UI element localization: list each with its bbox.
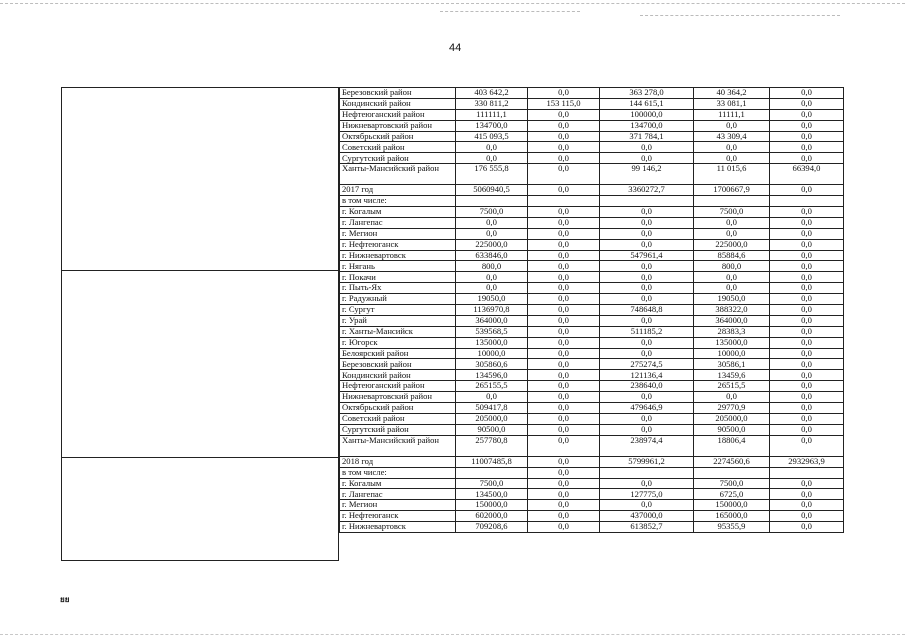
row-label-cell: Октябрьский район [340,403,456,414]
value-cell: 0,0 [528,359,600,370]
value-cell: 0,0 [770,294,844,305]
value-cell: 0,0 [770,315,844,326]
row-label-cell: Белоярский район [340,348,456,359]
page-number: 44 [449,42,462,54]
value-cell: 7500,0 [456,478,528,489]
value-cell: 176 555,8 [456,164,528,185]
value-cell: 0,0 [456,153,528,164]
value-cell: 11111,1 [694,109,770,120]
value-cell: 748648,8 [600,305,694,316]
value-cell: 364000,0 [456,315,528,326]
value-cell: 388322,0 [694,305,770,316]
value-cell: 0,0 [770,435,844,456]
value-cell: 305860,6 [456,359,528,370]
value-cell: 7500,0 [694,478,770,489]
value-cell: 0,0 [770,337,844,348]
table-row [340,403,844,414]
value-cell: 0,0 [770,185,844,196]
value-cell: 0,0 [528,370,600,381]
funding-table [339,87,844,533]
table-row [340,109,844,120]
value-cell: 0,0 [770,272,844,283]
value-cell: 0,0 [528,435,600,456]
value-cell: 134596,0 [456,370,528,381]
table-row [340,489,844,500]
value-cell: 0,0 [770,370,844,381]
table-row [340,142,844,153]
value-cell: 85884,6 [694,250,770,261]
value-cell: 33 081,1 [694,98,770,109]
value-cell: 0,0 [528,511,600,522]
row-label-cell: г. Пыть-Ях [340,283,456,294]
row-label-cell: Нефтеюганский район [340,381,456,392]
value-cell: 11 015,6 [694,164,770,185]
value-cell: 0,0 [770,392,844,403]
value-cell: 0,0 [600,392,694,403]
value-cell: 153 115,0 [528,98,600,109]
value-cell: 1136970,8 [456,305,528,316]
value-cell: 90500,0 [694,424,770,435]
value-cell: 150000,0 [456,500,528,511]
value-cell: 0,0 [770,489,844,500]
value-cell: 0,0 [456,228,528,239]
table-row [340,435,844,456]
value-cell: 134500,0 [456,489,528,500]
value-cell: 800,0 [456,261,528,272]
value-cell: 134700,0 [456,120,528,131]
value-cell: 0,0 [770,98,844,109]
value-cell: 0,0 [770,305,844,316]
value-cell: 0,0 [528,120,600,131]
value-cell: 0,0 [528,392,600,403]
value-cell: 66394,0 [770,164,844,185]
value-cell: 18806,4 [694,435,770,456]
value-cell: 0,0 [456,142,528,153]
value-cell: 7500,0 [694,207,770,218]
value-cell: 111111,1 [456,109,528,120]
value-cell: 0,0 [694,228,770,239]
value-cell: 0,0 [770,88,844,99]
value-cell: 0,0 [456,392,528,403]
value-cell [770,467,844,478]
row-label-cell: Советский район [340,142,456,153]
value-cell: 0,0 [600,228,694,239]
value-cell [694,196,770,207]
value-cell: 0,0 [770,500,844,511]
value-cell: 0,0 [770,403,844,414]
table-row [340,196,844,207]
value-cell: 0,0 [770,511,844,522]
row-label-cell: Березовский район [340,359,456,370]
value-cell: 0,0 [528,348,600,359]
row-label-cell: г. Ханты-Мансийск [340,326,456,337]
value-cell: 0,0 [528,228,600,239]
value-cell: 0,0 [770,413,844,424]
value-cell: 135000,0 [694,337,770,348]
table-row [340,250,844,261]
table-row [340,511,844,522]
value-cell: 0,0 [528,315,600,326]
value-cell: 2932963,9 [770,456,844,467]
value-cell: 0,0 [600,153,694,164]
value-cell: 511185,2 [600,326,694,337]
table-row [340,478,844,489]
table-row [340,294,844,305]
value-cell: 0,0 [600,315,694,326]
row-label-cell: Кондинский район [340,370,456,381]
row-label-cell: 2017 год [340,185,456,196]
scan-artifact [640,15,840,16]
scan-bottom-edge [0,634,905,635]
value-cell: 0,0 [770,109,844,120]
value-cell: 0,0 [770,348,844,359]
value-cell [770,196,844,207]
value-cell: 0,0 [770,153,844,164]
value-cell: 99 146,2 [600,164,694,185]
value-cell: 0,0 [600,478,694,489]
value-cell: 0,0 [600,283,694,294]
row-label-cell: Октябрьский район [340,131,456,142]
table-row [340,337,844,348]
footer-mark: ยย [60,595,70,604]
value-cell: 363 278,0 [600,88,694,99]
value-cell: 121136,4 [600,370,694,381]
value-cell: 100000,0 [600,109,694,120]
value-cell: 150000,0 [694,500,770,511]
value-cell [528,196,600,207]
value-cell: 0,0 [770,207,844,218]
value-cell: 0,0 [528,337,600,348]
value-cell: 0,0 [770,131,844,142]
value-cell: 0,0 [528,164,600,185]
value-cell: 29770,9 [694,403,770,414]
value-cell: 0,0 [528,217,600,228]
row-label-cell: г. Лангепас [340,217,456,228]
value-cell: 1700667,9 [694,185,770,196]
value-cell: 633846,0 [456,250,528,261]
value-cell: 95355,9 [694,522,770,533]
row-label-cell: Березовский район [340,88,456,99]
row-label-cell: г. Когалым [340,478,456,489]
value-cell: 0,0 [770,239,844,250]
value-cell: 0,0 [770,359,844,370]
value-cell: 0,0 [770,522,844,533]
row-label-cell: в том числе: [340,196,456,207]
value-cell: 205000,0 [694,413,770,424]
value-cell: 225000,0 [456,239,528,250]
merged-cell-block [61,457,339,561]
value-cell: 0,0 [528,456,600,467]
value-cell: 0,0 [694,120,770,131]
row-label-cell: Советский район [340,413,456,424]
value-cell: 275274,5 [600,359,694,370]
value-cell: 2274560,6 [694,456,770,467]
value-cell: 0,0 [528,381,600,392]
row-label-cell: г. Нефтеюганск [340,239,456,250]
value-cell: 0,0 [600,261,694,272]
table-row [340,370,844,381]
value-cell: 330 811,2 [456,98,528,109]
value-cell: 0,0 [528,413,600,424]
row-label-cell: г. Сургут [340,305,456,316]
merged-cell-block [61,270,339,458]
value-cell: 0,0 [600,272,694,283]
table-row [340,348,844,359]
table-row [340,153,844,164]
value-cell: 0,0 [528,424,600,435]
table-row [340,88,844,99]
value-cell: 0,0 [456,283,528,294]
value-cell: 0,0 [600,348,694,359]
value-cell: 257780,8 [456,435,528,456]
table-row [340,359,844,370]
value-cell: 0,0 [528,272,600,283]
value-cell: 5799961,2 [600,456,694,467]
value-cell: 3360272,7 [600,185,694,196]
value-cell: 613852,7 [600,522,694,533]
row-label-cell: г. Когалым [340,207,456,218]
value-cell: 40 364,2 [694,88,770,99]
value-cell: 0,0 [770,283,844,294]
value-cell: 0,0 [600,142,694,153]
value-cell: 0,0 [528,153,600,164]
value-cell: 0,0 [528,489,600,500]
value-cell: 0,0 [770,381,844,392]
table-row [340,467,844,478]
value-cell: 0,0 [770,478,844,489]
value-cell: 13459,6 [694,370,770,381]
row-label-cell: г. Югорск [340,337,456,348]
table-row [340,305,844,316]
value-cell: 43 309,4 [694,131,770,142]
value-cell: 0,0 [770,217,844,228]
value-cell: 0,0 [528,239,600,250]
value-cell: 127775,0 [600,489,694,500]
value-cell: 19050,0 [456,294,528,305]
value-cell: 0,0 [770,142,844,153]
value-cell: 0,0 [770,250,844,261]
row-label-cell: Сургутский район [340,424,456,435]
value-cell: 238974,4 [600,435,694,456]
value-cell: 0,0 [770,120,844,131]
value-cell: 0,0 [694,153,770,164]
value-cell: 0,0 [694,217,770,228]
value-cell [456,467,528,478]
row-label-cell: г. Нижневартовск [340,522,456,533]
value-cell: 10000,0 [456,348,528,359]
table-row [340,261,844,272]
value-cell: 0,0 [770,326,844,337]
table-body [340,88,844,533]
value-cell [600,467,694,478]
table-row [340,326,844,337]
value-cell: 225000,0 [694,239,770,250]
value-cell: 0,0 [528,294,600,305]
value-cell: 6725,0 [694,489,770,500]
value-cell: 547961,4 [600,250,694,261]
value-cell: 0,0 [528,403,600,414]
value-cell: 30586,1 [694,359,770,370]
table-row [340,217,844,228]
value-cell: 0,0 [528,185,600,196]
table-row [340,228,844,239]
row-label-cell: г. Урай [340,315,456,326]
value-cell: 0,0 [528,131,600,142]
value-cell: 28383,3 [694,326,770,337]
value-cell: 7500,0 [456,207,528,218]
value-cell: 0,0 [770,228,844,239]
table-row [340,283,844,294]
table-row [340,98,844,109]
table-row [340,272,844,283]
value-cell: 0,0 [528,478,600,489]
value-cell: 144 615,1 [600,98,694,109]
table-row [340,500,844,511]
value-cell: 0,0 [528,142,600,153]
row-label-cell: г. Нягань [340,261,456,272]
value-cell: 539568,5 [456,326,528,337]
value-cell: 0,0 [694,272,770,283]
value-cell: 11007485,8 [456,456,528,467]
value-cell: 479646,9 [600,403,694,414]
row-label-cell: Нижневартовский район [340,392,456,403]
value-cell: 0,0 [600,500,694,511]
value-cell: 134700,0 [600,120,694,131]
row-label-cell: г. Нижневартовск [340,250,456,261]
value-cell: 0,0 [528,88,600,99]
value-cell: 10000,0 [694,348,770,359]
value-cell [600,196,694,207]
table-row [340,131,844,142]
row-label-cell: в том числе: [340,467,456,478]
value-cell: 0,0 [456,272,528,283]
value-cell: 602000,0 [456,511,528,522]
value-cell: 0,0 [528,283,600,294]
value-cell: 0,0 [528,305,600,316]
value-cell: 0,0 [528,109,600,120]
value-cell: 403 642,2 [456,88,528,99]
row-label-cell: Сургутский район [340,153,456,164]
row-label-cell: г. Нефтеюганск [340,511,456,522]
table-row [340,413,844,424]
merged-cell-block [61,87,339,271]
table-row [340,315,844,326]
value-cell: 437000,0 [600,511,694,522]
value-cell: 205000,0 [456,413,528,424]
value-cell: 0,0 [456,217,528,228]
value-cell: 165000,0 [694,511,770,522]
value-cell: 90500,0 [456,424,528,435]
value-cell: 0,0 [528,261,600,272]
value-cell: 5060940,5 [456,185,528,196]
value-cell: 371 784,1 [600,131,694,142]
value-cell: 0,0 [694,283,770,294]
table-row [340,522,844,533]
row-label-cell: г. Мегион [340,500,456,511]
table-row [340,207,844,218]
row-label-cell: г. Покачи [340,272,456,283]
value-cell: 709208,6 [456,522,528,533]
table-row [340,239,844,250]
value-cell [456,196,528,207]
value-cell: 0,0 [528,467,600,478]
value-cell: 0,0 [694,142,770,153]
value-cell: 0,0 [694,392,770,403]
row-label-cell: Нефтеюганский район [340,109,456,120]
value-cell [694,467,770,478]
table-row [340,120,844,131]
value-cell: 364000,0 [694,315,770,326]
value-cell: 415 093,5 [456,131,528,142]
row-label-cell: Ханты-Мансийский район [340,164,456,185]
value-cell: 0,0 [528,250,600,261]
value-cell: 0,0 [600,424,694,435]
value-cell: 19050,0 [694,294,770,305]
row-label-cell: г. Лангепас [340,489,456,500]
table-row [340,392,844,403]
value-cell: 238640,0 [600,381,694,392]
table-row [340,164,844,185]
scan-top-edge [0,3,905,4]
value-cell: 0,0 [600,239,694,250]
row-label-cell: Кондинский район [340,98,456,109]
table-row [340,185,844,196]
value-cell: 0,0 [600,217,694,228]
row-label-cell: г. Радужный [340,294,456,305]
value-cell: 0,0 [600,413,694,424]
value-cell: 800,0 [694,261,770,272]
value-cell: 509417,8 [456,403,528,414]
table-row [340,424,844,435]
value-cell: 265155,5 [456,381,528,392]
row-label-cell: г. Мегион [340,228,456,239]
value-cell: 0,0 [770,424,844,435]
value-cell: 0,0 [770,261,844,272]
value-cell: 0,0 [600,207,694,218]
row-label-cell: Ханты-Мансийский район [340,435,456,456]
value-cell: 0,0 [528,207,600,218]
value-cell: 0,0 [600,294,694,305]
value-cell: 135000,0 [456,337,528,348]
value-cell: 0,0 [600,337,694,348]
row-label-cell: 2018 год [340,456,456,467]
table-row [340,456,844,467]
value-cell: 0,0 [528,500,600,511]
value-cell: 0,0 [528,522,600,533]
value-cell: 26515,5 [694,381,770,392]
row-label-cell: Нижневартовский район [340,120,456,131]
value-cell: 0,0 [528,326,600,337]
scan-artifact [440,11,580,12]
table-row [340,381,844,392]
